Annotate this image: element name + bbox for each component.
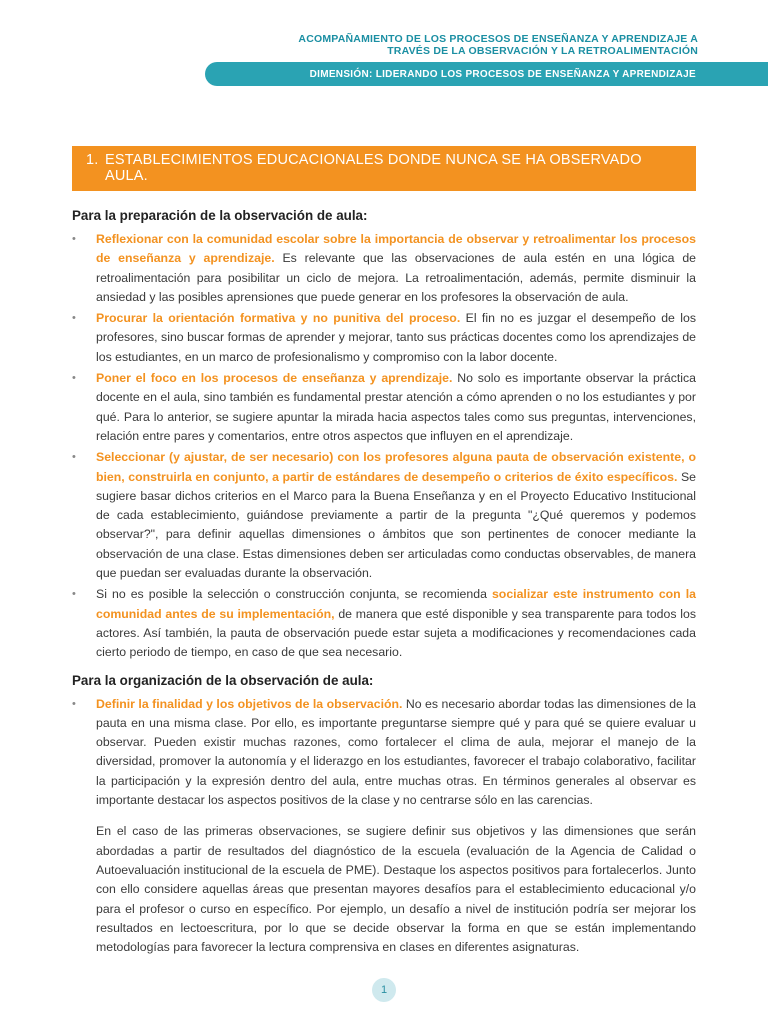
- item-text: El fin no es juzgar el desempeño de los profesores, sino buscar formas de aprender y mejorar, tanto sus prácticas docentes como los aprendizajes de los estudiantes, en un marco de profesionalismo y compromiso con la labor docente.: [96, 311, 696, 364]
- dimension-banner: [205, 62, 768, 86]
- item-highlight: Definir la finalidad y los objetivos de la observación.: [96, 696, 403, 711]
- document-title: [298, 33, 698, 57]
- item-text: No solo es importante observar la práctica docente en el aula, sino también es fundamental prestar atención a cómo aprenden o no los estudiantes y por qué. Para lo anterior, se sugiere apuntar la mirada hacia aspectos tales como sus preguntas, intervenciones, relación entre pares y comentarios, entre otros aspectos que influyen en el aprendizaje.: [96, 371, 696, 443]
- item-text: Se sugiere basar dichos criterios en el Marco para la Buena Enseñanza y en el Proyecto Educativo Institucional de cada establecimiento, guiándose previamente a partir de la pregunta "¿Qué queremos y podemos observar?", para definir aquellas dimensiones o ámbitos que son pertinentes de conocer mediante la observación de una clase. Estas dimensiones deben ser articuladas como conductas observables, de manera que puedan ser evaluadas durante la observación.: [96, 469, 696, 581]
- list-item: [72, 369, 696, 446]
- bullet-icon: •: [72, 233, 76, 245]
- list-item: [72, 448, 696, 583]
- list-item: [72, 585, 696, 662]
- organization-paragraph: En el caso de las primeras observaciones, se sugiere definir sus objetivos y las dimensiones que serán abordadas a partir de resultados del diagnóstico de la escuela (evaluación de la Agencia de Calidad o Autoevaluación institucional de la escuela de PME). Destaque los aspectos positivos para fortalecerlos. Junto con ello considere aquellas áreas que presentan mayores desafíos para el establecimiento educacional y/o para el profesor o curso en específico. Por ejemplo, un desafío a nivel de institución podría ser mejorar los resultados en lectoescritura, por lo que se decide observar la forma en que se están implementando metodologías para favorecer la lectura comprensiva en clases en diferentes asignaturas.: [96, 824, 696, 955]
- preparation-heading: Para la preparación de la observación de aula:: [72, 208, 368, 223]
- item-highlight: Seleccionar (y ajustar, de ser necesario) con los profesores alguna pauta de observación existente, o bien, construirla en conjunto, a partir de estándares de desempeño o criterios de éxito específicos.: [96, 450, 696, 484]
- section-heading: [72, 146, 696, 191]
- bullet-icon: •: [72, 697, 76, 710]
- item-text-after: de manera que esté disponible y sea transparente para todos los actores. Así también, la pauta de observación puede estar sujeta a modificaciones y recomendaciones cada cierto periodo de tiempo, en caso de que sea necesario.: [96, 606, 696, 660]
- organization-heading: Para la organización de la observación de aula:: [72, 672, 374, 688]
- item-highlight: Poner el foco en los procesos de enseñanza y aprendizaje.: [96, 371, 453, 386]
- item-text: No es necesario abordar todas las dimensiones de la pauta en una misma clase. Por ello, es importante preguntarse siempre qué y para qué se quiere evaluar u observar. Pueden existir muchas razones, como fortalecer el clima de aula, mejorar el manejo de la diversidad, promover la autonomía y el liderazgo en los estudiantes, favorecer el trabajo colaborativo, facilitar la participación y la expresión dentro del aula, entre muchas otras. En términos generales al observar es importante destacar los aspectos positivos de la clase y no centrarse sólo en las carencias.: [96, 696, 697, 808]
- list-item: [72, 230, 696, 307]
- list-item: [72, 695, 696, 811]
- bullet-icon: •: [72, 588, 76, 601]
- item-text-before: Si no es posible la selección o construcción conjunta, se recomienda: [96, 587, 492, 602]
- bullet-icon: •: [72, 312, 76, 325]
- item-highlight: Reflexionar con la comunidad escolar sobre la importancia de observar y retroalimentar los procesos de enseñanza y aprendizaje.: [96, 232, 696, 266]
- item-highlight: Procurar la orientación formativa y no punitiva del proceso.: [96, 311, 461, 326]
- section-number: 1.: [86, 152, 99, 168]
- document-title-line-1: ACOMPAÑAMIENTO DE LOS PROCESOS DE ENSEÑANZA Y APRENDIZAJE A: [298, 33, 698, 45]
- list-item: [72, 309, 696, 367]
- item-highlight: socializar este instrumento con la comunidad antes de su implementación,: [96, 587, 696, 621]
- page-number: 1: [372, 978, 396, 1002]
- section-title: ESTABLECIMIENTOS EDUCACIONALES DONDE NUNCA SE HA OBSERVADO AULA.: [105, 152, 642, 184]
- dimension-label: DIMENSIÓN: LIDERANDO LOS PROCESOS DE ENSEÑANZA Y APRENDIZAJE: [309, 68, 696, 80]
- item-text: Es relevante que las observaciones de aula estén en una lógica de retroalimentación para posibilitar un ciclo de mejora. La retroalimentación, además, permite disminuir la ansiedad y las posibles aprensiones que puede generar en los profesores la observación de aula.: [96, 251, 696, 304]
- document-title-line-2: TRAVÉS DE LA OBSERVACIÓN Y LA RETROALIMENTACIÓN: [387, 45, 698, 57]
- bullet-icon: •: [72, 372, 76, 385]
- page-body: [72, 206, 696, 957]
- bullet-icon: •: [72, 451, 76, 464]
